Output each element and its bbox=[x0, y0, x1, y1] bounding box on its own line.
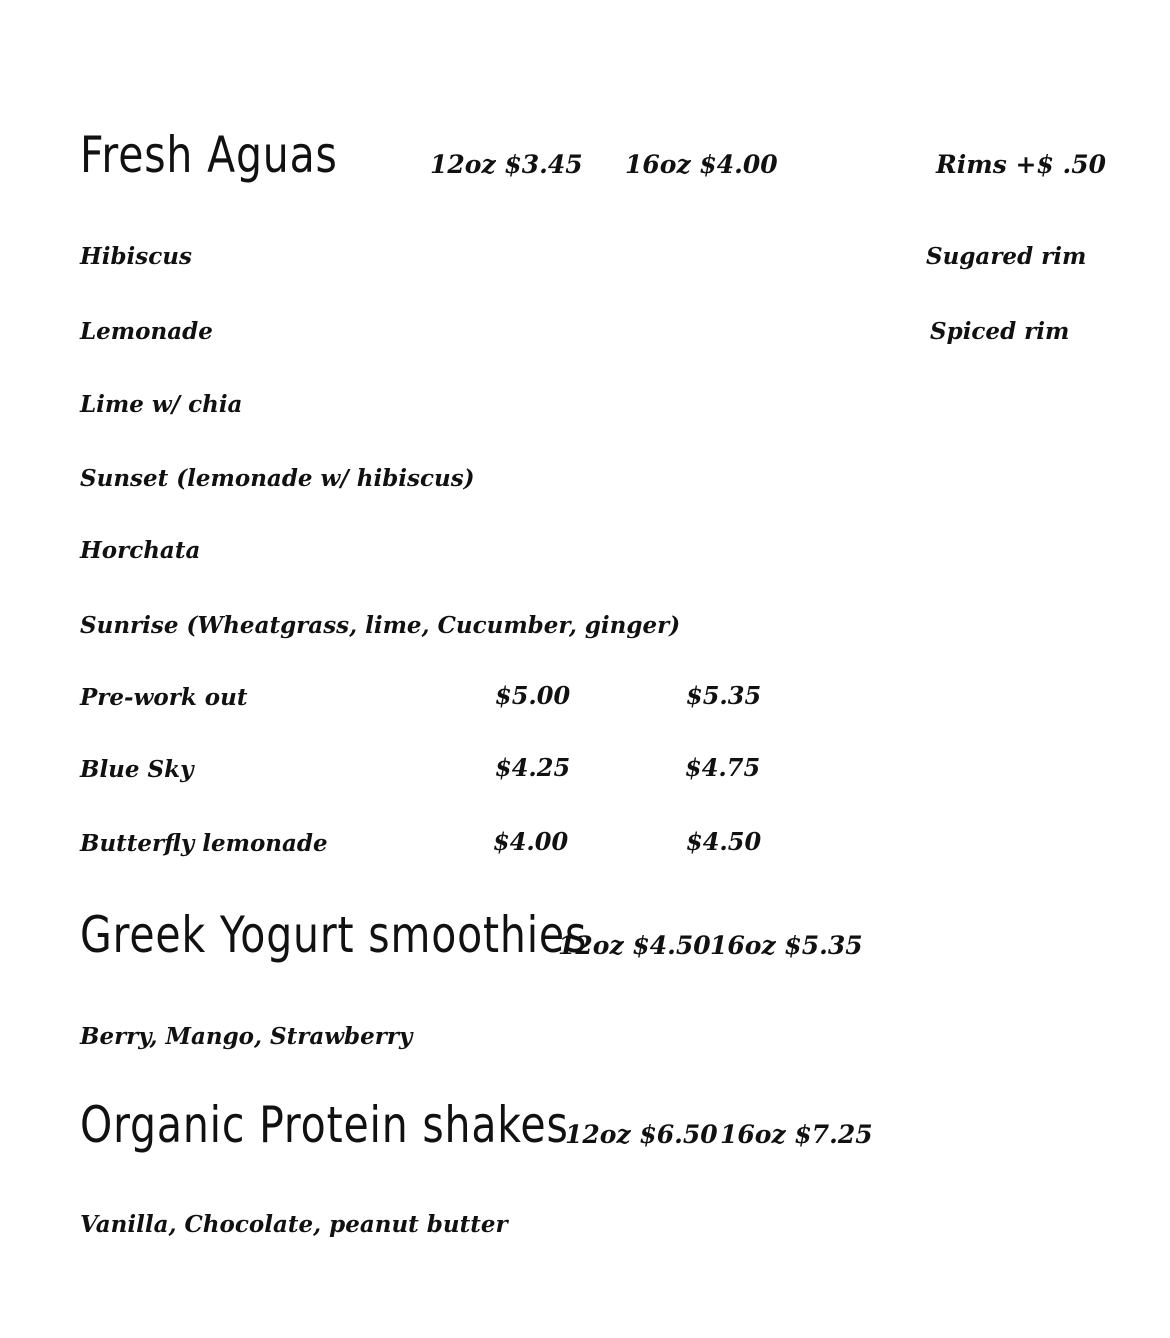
menu-item-lemonade: Lemonade bbox=[80, 318, 213, 345]
aguas-16oz-price: 16oz $4.00 bbox=[625, 150, 778, 179]
menu-item-pre-work-out: Pre-work out bbox=[80, 684, 248, 711]
shakes-12oz-price: 12oz $6.50 bbox=[565, 1120, 718, 1149]
blue-sky-12oz-price: $4.25 bbox=[495, 753, 571, 782]
menu-item-butterfly-lemonade: Butterfly lemonade bbox=[80, 830, 328, 857]
pre-work-out-16oz-price: $5.35 bbox=[686, 681, 762, 710]
menu-item-horchata: Horchata bbox=[80, 537, 201, 564]
menu-item-sunset: Sunset (lemonade w/ hibiscus) bbox=[80, 465, 475, 492]
pre-work-out-12oz-price: $5.00 bbox=[495, 681, 571, 710]
menu-item-lime-chia: Lime w/ chia bbox=[80, 391, 243, 418]
rim-option-spiced: Spiced rim bbox=[930, 318, 1070, 345]
smoothies-16oz-price: 16oz $5.35 bbox=[710, 931, 863, 960]
butterfly-lemonade-16oz-price: $4.50 bbox=[686, 827, 762, 856]
aguas-12oz-price: 12oz $3.45 bbox=[430, 150, 583, 179]
menu-item-blue-sky: Blue Sky bbox=[80, 756, 194, 783]
shakes-title: Organic Protein shakes bbox=[80, 1096, 569, 1154]
shakes-16oz-price: 16oz $7.25 bbox=[720, 1120, 873, 1149]
butterfly-lemonade-12oz-price: $4.00 bbox=[493, 827, 569, 856]
rims-price: Rims +$ .50 bbox=[936, 150, 1107, 179]
rim-option-sugared: Sugared rim bbox=[926, 243, 1087, 270]
blue-sky-16oz-price: $4.75 bbox=[685, 753, 761, 782]
menu-item-hibiscus: Hibiscus bbox=[80, 243, 192, 270]
aguas-title: Fresh Aguas bbox=[80, 126, 338, 184]
shake-flavors: Vanilla, Chocolate, peanut butter bbox=[80, 1211, 508, 1238]
smoothies-12oz-price: 12oz $4.50 bbox=[558, 931, 711, 960]
smoothie-flavors: Berry, Mango, Strawberry bbox=[80, 1023, 413, 1050]
smoothies-title: Greek Yogurt smoothies bbox=[80, 906, 588, 964]
menu-item-sunrise: Sunrise (Wheatgrass, lime, Cucumber, ginger) bbox=[80, 612, 681, 639]
